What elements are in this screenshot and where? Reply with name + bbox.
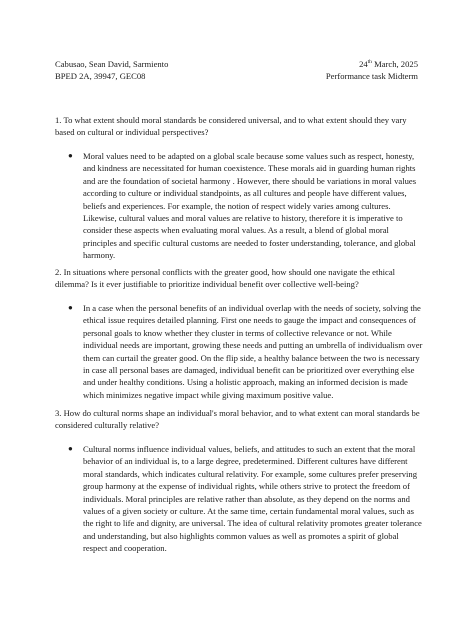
answer-1-text: Moral values need to be adapted on a global scale because some values such as respect, honesty, and kindness are necessitated for human coexistence. These morals aid in guarding human rights and are the foundation of societal harmony . However, there should be variations in moral values according to culture or individual standpoints, as all cultures and people have different values, beliefs and experiences. For example, the notion of respect widely varies among cultures. Likewise, cultural values and moral values are relative to history, therefore it is imperative to consider these aspects when evaluating moral values. As a result, a blend of global moral principles and specific cultural customs are needed to foster understanding, tolerance, and global harmony. bbox=[83, 151, 417, 261]
student-name: Cabusao, Sean David, Sarmiento bbox=[55, 59, 169, 69]
bullet-icon: ● bbox=[68, 444, 73, 453]
date-suffix: th bbox=[367, 59, 372, 66]
question-1: 1. To what extent should moral standards be considered universal, and to what extent should they vary based on cultural or individual perspectives? bbox=[55, 115, 407, 138]
document-date bbox=[326, 58, 418, 70]
student-section: BPED 2A, 39947, GEC08 bbox=[55, 71, 146, 82]
answer-1 bbox=[68, 150, 423, 262]
header-right bbox=[326, 58, 418, 83]
answer-3-text: Cultural norms influence individual values, beliefs, and attitudes to such an extent that the moral behavior of an individual is, to a large degree, predetermined. Different cultures have different moral standards, which indicates cultural relativity. For example, some cultures prefer preserving group harmony at the expense of individual rights, while others strive to protect the freedom of individuals. Moral principles are relative rather than absolute, as they depend on the norms and values of a given society or culture. At the same time, certain fundamental moral values, such as the right to life and dignity, are universal. The idea of cultural relativity promotes greater tolerance and understanding, but also highlights common values as well as promotes a spirit of global respect and cooperation. bbox=[83, 444, 422, 554]
date-month-year: March, 2025 bbox=[371, 59, 418, 69]
answer-2-text: In a case when the personal benefits of an individual overlap with the needs of society, solving the ethical issue requires detailed planning. First one needs to gauge the impact and consequences of personal goals to know whether they cluster in terms of collective relevance or not. While individual needs are important, growing these needs and putting an umbrella of individualism over them can curtail the greater good. On the flip side, a healthy balance between the two is necessary in case all personal bases are damaged, individual benefit can be prioritized over everything else and under healthy conditions. Using a holistic approach, making an informed decision is made which minimizes negative impact while giving maximum positive value. bbox=[83, 303, 423, 400]
question-3: 3. How do cultural norms shape an individual's moral behavior, and to what extent can moral standards be considered culturally relative? bbox=[55, 408, 420, 431]
header-left bbox=[55, 58, 168, 83]
task-title: Performance task Midterm bbox=[325, 71, 418, 82]
answer-2 bbox=[68, 302, 423, 401]
bullet-icon: ● bbox=[68, 151, 73, 160]
answer-3 bbox=[68, 443, 423, 555]
bullet-icon: ● bbox=[68, 303, 73, 312]
question-2: 2. In situations where personal conflicts with the greater good, how should one navigate the ethical dilemma? Is it ever justifiable to prioritize individual benefit over collective well-being? bbox=[55, 267, 396, 290]
date-day: 24 bbox=[359, 59, 368, 69]
